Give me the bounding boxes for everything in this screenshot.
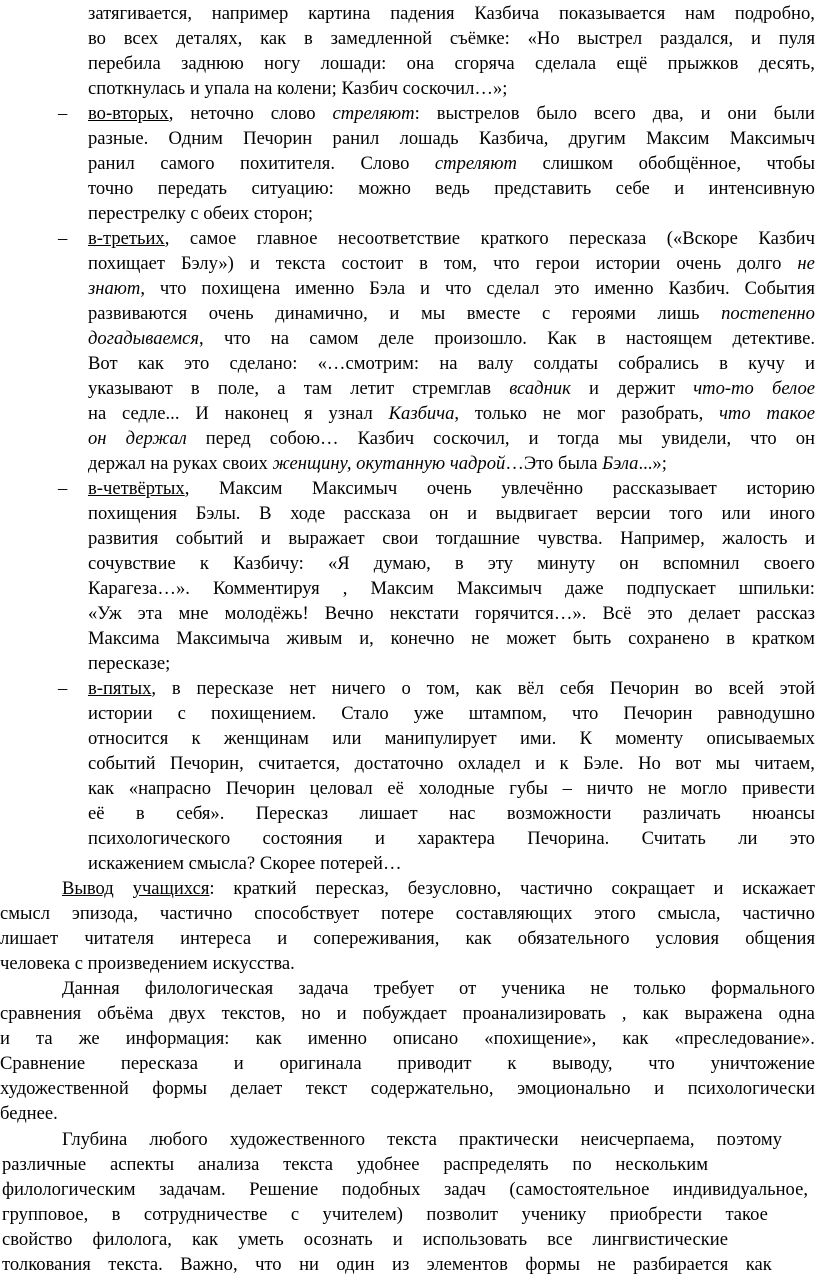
text-line: знают, что похищена именно Бэла и что сделал это именно Казбич. События xyxy=(88,278,815,299)
text-line: человека с произведением искусства. xyxy=(0,953,295,974)
text-line: разные. Одним Печорин ранил лошадь Казбича, другим Максим Максимыч xyxy=(88,128,815,149)
text-line: Вывод учащихся: краткий пересказ, безусловно, частично сокращает и искажает xyxy=(62,878,815,899)
text-line: Сравнение пересказа и оригинала приводит к выводу, что уничтожение xyxy=(0,1053,815,1074)
text-line: Данная филологическая задача требует от ученика не только формального xyxy=(62,978,815,999)
text-line: затягивается, например картина падения Казбича показывается нам подробно, xyxy=(88,3,815,24)
text-line: толкования текста. Важно, что ни один из элементов формы не разбирается как xyxy=(2,1254,772,1275)
text-line: истории с похищением. Стало уже штампом, что Печорин равнодушно xyxy=(88,703,815,724)
text-line: в-четвёртых, Максим Максимыч очень увлечённо рассказывает историю xyxy=(88,478,815,499)
text-line: Вот как это сделано: «…смотрим: на валу солдаты собрались в кучу и xyxy=(88,353,815,374)
text-line: ранил самого похитителя. Слово стреляют слишком обобщённое, чтобы xyxy=(88,153,815,174)
text-line: искажением смысла? Скорее потерей… xyxy=(88,853,402,874)
dash-bullet-icon: – xyxy=(58,478,68,499)
text-line: держал на руках своих женщину, окутанную чадрой…Это была Бэла...»; xyxy=(88,453,667,474)
text-line: художественной формы делает текст содержательно, эмоционально и психологически xyxy=(0,1078,815,1099)
text-line: во всех деталях, как в замедленной съёмке: «Но выстрел раздался, и пуля xyxy=(88,28,815,49)
text-line: указывают в поле, а там летит стремглав всадник и держит что-то белое xyxy=(88,378,815,399)
text-line: он держал перед собою… Казбич соскочил, и тогда мы увидели, что он xyxy=(88,428,815,449)
text-line: перебила заднюю ногу лошади: она сгоряча сделала ещё прыжков десять, xyxy=(88,53,815,74)
text-line: её в себя». Пересказ лишает нас возможности различать нюансы xyxy=(88,803,815,824)
text-line: догадываемся, что на самом деле произошло. Как в настоящем детективе. xyxy=(88,328,815,349)
text-line: похищает Бэлу») и текста состоит в том, что герои истории очень долго не xyxy=(88,253,815,274)
text-line: Глубина любого художественного текста практически неисчерпаема, поэтому xyxy=(62,1129,782,1150)
text-line: пересказе; xyxy=(88,653,171,674)
text-line: споткнулась и упала на колени; Казбич соскочил…»; xyxy=(88,78,508,99)
text-line: в-пятых, в пересказе нет ничего о том, как вёл себя Печорин во всей этой xyxy=(88,678,815,699)
text-line: относится к женщинам или манипулирует ими. К моменту описываемых xyxy=(88,728,815,749)
text-line: во-вторых, неточно слово стреляют: выстрелов было всего два, и они были xyxy=(88,103,815,124)
text-line: сочувствие к Казбичу: «Я думаю, в эту минуту он вспомнил своего xyxy=(88,553,815,574)
text-line: психологического состояния и характера Печорина. Считать ли это xyxy=(88,828,815,849)
text-line: свойство филолога, как уметь осознать и использовать все лингвистические xyxy=(2,1229,728,1250)
text-line: на седле... И наконец я узнал Казбича, только не мог разобрать, что такое xyxy=(88,403,815,424)
text-line: событий Печорин, считается, достаточно охладел и к Бэле. Но вот мы читаем, xyxy=(88,753,815,774)
text-line: точно передать ситуацию: можно ведь представить себе и интенсивную xyxy=(88,178,815,199)
text-line: похищения Бэлы. В ходе рассказа он и выдвигает версии того или иного xyxy=(88,503,815,524)
text-line: развития событий и выражает свои тогдашние чувства. Например, жалость и xyxy=(88,528,815,549)
text-line: различные аспекты анализа текста удобнее распределять по нескольким xyxy=(2,1154,708,1175)
text-line: филологическим задачам. Решение подобных задач (самостоятельное индивидуальное, xyxy=(2,1179,808,1200)
text-line: как «напрасно Печорин целовал её холодные губы – ничто не могло привести xyxy=(88,778,815,799)
text-line: перестрелку с обеих сторон; xyxy=(88,203,314,224)
text-line: групповое, в сотрудничестве с учителем) позволит ученику приобрести такое xyxy=(2,1204,768,1225)
text-line: и та же информация: как именно описано «похищение», как «преследование». xyxy=(0,1028,815,1049)
bullet-heading: в-четвёртых xyxy=(88,478,185,499)
conclusion-heading: Вывод xyxy=(62,878,114,899)
dash-bullet-icon: – xyxy=(58,678,68,699)
text-line: «Уж эта мне молодёжь! Вечно некстати горячится…». Всё это делает рассказ xyxy=(88,603,815,624)
dash-bullet-icon: – xyxy=(58,228,68,249)
text-line: в-третьих, самое главное несоответствие краткого пересказа («Вскоре Казбич xyxy=(88,228,815,249)
text-line: Максима Максимыча живым и, конечно не может быть сохранено в кратком xyxy=(88,628,815,649)
text-line: сравнения объёма двух текстов, но и побуждает проанализировать , как выражена одна xyxy=(0,1003,815,1024)
text-line: лишает читателя интереса и сопереживания, как обязательного условия общения xyxy=(0,928,815,949)
conclusion-heading: учащихся xyxy=(132,878,210,899)
bullet-heading: во-вторых xyxy=(88,103,169,124)
bullet-heading: в-третьих xyxy=(88,228,165,249)
text-line: развиваются очень динамично, и мы вместе с героями лишь постепенно xyxy=(88,303,815,324)
text-line: смысл эпизода, частично способствует потере составляющих этого смысла, частично xyxy=(0,903,815,924)
text-line: беднее. xyxy=(0,1103,58,1124)
dash-bullet-icon: – xyxy=(58,103,68,124)
bullet-heading: в-пятых xyxy=(88,678,152,699)
text-line: Карагеза…». Комментируя , Максим Максимыч даже подпускает шпильки: xyxy=(88,578,815,599)
